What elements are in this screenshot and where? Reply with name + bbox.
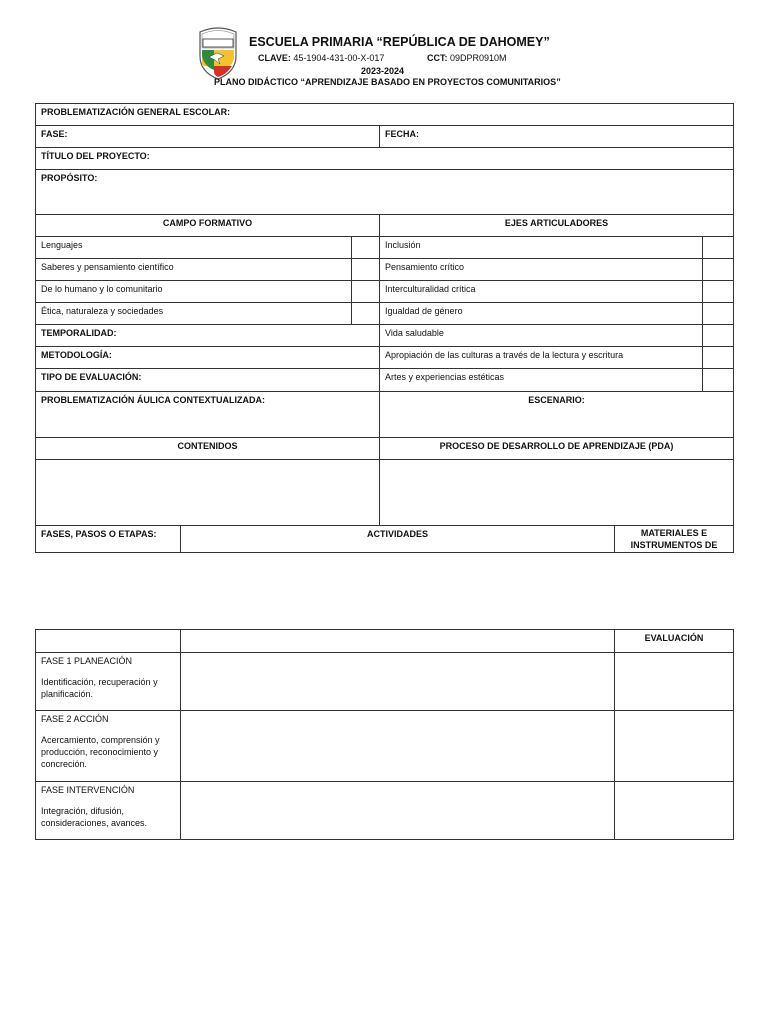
fase-description: Identificación, recuperación y planificación. xyxy=(41,677,158,699)
school-logo xyxy=(196,26,240,80)
pda-header: PROCESO DE DESARROLLO DE APRENDIZAJE (PDA) xyxy=(379,437,734,460)
clave-label: CLAVE: xyxy=(258,53,291,63)
fase-description: Integración, difusión, consideraciones, avances. xyxy=(41,806,148,828)
contenidos-header: CONTENIDOS xyxy=(35,437,380,460)
eje-checkbox[interactable] xyxy=(702,236,734,259)
eje-item: Apropiación de las culturas a través de la lectura y escritura xyxy=(379,346,703,369)
actividades-header: ACTIVIDADES xyxy=(180,525,615,553)
fase-title: FASE INTERVENCIÓN xyxy=(41,785,135,795)
temporalidad-field[interactable]: TEMPORALIDAD: xyxy=(35,324,380,347)
evaluacion-cell[interactable] xyxy=(614,710,734,782)
fases-header-cell xyxy=(35,629,181,653)
campo-formativo-header: CAMPO FORMATIVO xyxy=(35,214,380,237)
fase-row-label xyxy=(35,781,181,840)
proposito-field[interactable]: PROPÓSITO: xyxy=(35,169,734,215)
campo-item: De lo humano y lo comunitario xyxy=(35,280,352,303)
eje-checkbox[interactable] xyxy=(702,346,734,369)
eje-item: Inclusión xyxy=(379,236,703,259)
campo-item: Saberes y pensamiento científico xyxy=(35,258,352,281)
metodologia-field[interactable]: METODOLOGÍA: xyxy=(35,346,380,369)
document-title: PLANO DIDÁCTICO “APRENDIZAJE BASADO EN PROYECTOS COMUNITARIOS” xyxy=(214,77,561,87)
fase-description: Acercamiento, comprensión y producción, reconocimiento y concreción. xyxy=(41,735,160,769)
cct-value: 09DPR0910M xyxy=(450,53,507,63)
fase-title: FASE 1 PLANEACIÓN xyxy=(41,656,133,666)
cct-label: CCT: xyxy=(427,53,448,63)
ejes-articuladores-header: EJES ARTICULADORES xyxy=(379,214,734,237)
eje-item: Artes y experiencias estéticas xyxy=(379,368,703,392)
campo-item: Lenguajes xyxy=(35,236,352,259)
fecha-field[interactable]: FECHA: xyxy=(379,125,734,148)
actividades-cell[interactable] xyxy=(180,652,615,711)
actividades-cell[interactable] xyxy=(180,710,615,782)
evaluacion-header: EVALUACIÓN xyxy=(614,629,734,653)
campo-item: Ética, naturaleza y sociedades xyxy=(35,302,352,325)
eje-checkbox[interactable] xyxy=(702,368,734,392)
school-year: 2023-2024 xyxy=(361,66,405,76)
pda-field[interactable] xyxy=(379,459,734,526)
clave-line xyxy=(258,53,384,63)
eje-checkbox[interactable] xyxy=(702,280,734,303)
evaluacion-cell[interactable] xyxy=(614,781,734,840)
actividades-cell[interactable] xyxy=(180,781,615,840)
campo-checkbox[interactable] xyxy=(351,236,380,259)
cct-line xyxy=(427,53,507,63)
eje-item: Interculturalidad crítica xyxy=(379,280,703,303)
eje-checkbox[interactable] xyxy=(702,258,734,281)
fase-field[interactable]: FASE: xyxy=(35,125,380,148)
actividades-header-cell xyxy=(180,629,615,653)
problematizacion-general-field[interactable]: PROBLEMATIZACIÓN GENERAL ESCOLAR: xyxy=(35,103,734,126)
campo-checkbox[interactable] xyxy=(351,280,380,303)
school-name: ESCUELA PRIMARIA “REPÚBLICA DE DAHOMEY” xyxy=(249,35,550,49)
eje-item: Vida saludable xyxy=(379,324,703,347)
eje-item: Pensamiento crítico xyxy=(379,258,703,281)
campo-checkbox[interactable] xyxy=(351,258,380,281)
fase-row-label xyxy=(35,710,181,782)
materiales-header: MATERIALES E INSTRUMENTOS DE xyxy=(614,525,734,553)
problematizacion-aulica-field[interactable]: PROBLEMATIZACIÓN ÁULICA CONTEXTUALIZADA: xyxy=(35,391,380,438)
fase-row-label xyxy=(35,652,181,711)
fase-title: FASE 2 ACCIÓN xyxy=(41,714,109,724)
clave-value: 45-1904-431-00-X-017 xyxy=(293,53,385,63)
eje-item: Igualdad de género xyxy=(379,302,703,325)
tipo-evaluacion-field[interactable]: TIPO DE EVALUACIÓN: xyxy=(35,368,380,392)
campo-checkbox[interactable] xyxy=(351,302,380,325)
titulo-field[interactable]: TÍTULO DEL PROYECTO: xyxy=(35,147,734,170)
evaluacion-cell[interactable] xyxy=(614,652,734,711)
fases-pasos-header: FASES, PASOS O ETAPAS: xyxy=(35,525,181,553)
escenario-field[interactable]: ESCENARIO: xyxy=(379,391,734,438)
eje-checkbox[interactable] xyxy=(702,324,734,347)
contenidos-field[interactable] xyxy=(35,459,380,526)
eje-checkbox[interactable] xyxy=(702,302,734,325)
